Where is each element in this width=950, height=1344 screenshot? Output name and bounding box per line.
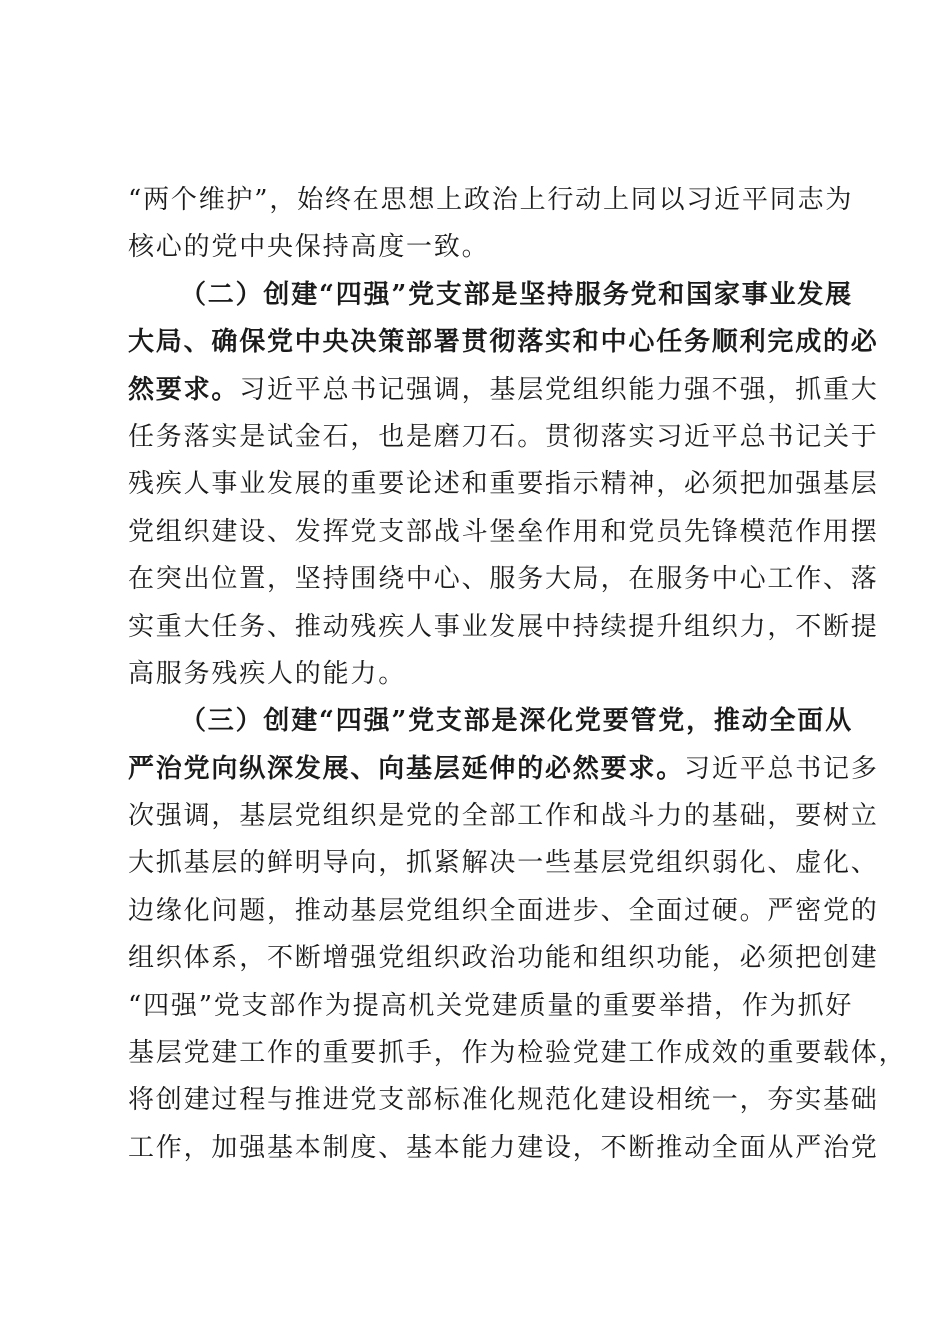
- text-line: [128, 319, 879, 366]
- body-text: 边缘化问题，推动基层党组织全面进步、全面过硬。严密党的: [128, 895, 879, 926]
- paragraph: [128, 698, 907, 1172]
- body-text: 习近平总书记强调，基层党组织能力强不强，抓重大: [239, 374, 879, 405]
- text-line: [128, 935, 879, 982]
- text-line: [128, 509, 879, 556]
- text-line: [128, 1030, 907, 1077]
- text-line: [128, 1077, 879, 1124]
- text-line: [128, 793, 879, 840]
- text-line: [128, 983, 854, 1030]
- text-line: [128, 414, 879, 461]
- body-text: “四强”党支部作为提高机关党建质量的重要举措，作为抓好: [128, 990, 854, 1021]
- text-line: [128, 224, 830, 271]
- text-line: [128, 746, 879, 793]
- body-text: 组织体系，不断增强党组织政治功能和组织功能，必须把创建: [128, 943, 879, 974]
- text-line: [128, 177, 854, 224]
- heading-text: （三）创建“四强”党支部是深化党要管党，推动全面从: [180, 706, 853, 737]
- heading-text: 大局、确保党中央决策部署贯彻落实和中心任务顺利完成的必: [128, 327, 879, 358]
- text-line: [128, 367, 879, 414]
- heading-text: （二）创建“四强”党支部是坚持服务党和国家事业发展: [180, 279, 853, 310]
- document-body: [128, 177, 907, 1172]
- body-text: 大抓基层的鲜明导向，抓紧解决一些基层党组织弱化、虚化、: [128, 848, 879, 879]
- text-line: [128, 556, 879, 603]
- body-text: 党组织建设、发挥党支部战斗堡垒作用和党员先锋模范作用摆: [128, 516, 879, 547]
- body-text: “两个维护”，始终在思想上政治上行动上同以习近平同志为: [128, 185, 854, 215]
- body-text: 基层党建工作的重要抓手，作为检验党建工作成效的重要载体，: [128, 1038, 907, 1069]
- text-line: [128, 651, 830, 698]
- body-text: 将创建过程与推进党支部标准化规范化建设相统一，夯实基础: [128, 1085, 879, 1116]
- body-text: 核心的党中央保持高度一致。: [128, 232, 490, 263]
- body-text: 工作，加强基本制度、基本能力建设，不断推动全面从严治党: [128, 1132, 879, 1163]
- text-line: [128, 272, 853, 319]
- body-text: 在突出位置，坚持围绕中心、服务大局，在服务中心工作、落: [128, 564, 879, 595]
- paragraph: [128, 272, 879, 699]
- text-line: [128, 604, 879, 651]
- body-text: 习近平总书记多: [684, 753, 879, 784]
- body-text: 实重大任务、推动残疾人事业发展中持续提升组织力，不断提: [128, 611, 879, 642]
- heading-text: 然要求。: [128, 374, 240, 405]
- paragraph: [128, 177, 854, 272]
- text-line: [128, 888, 879, 935]
- body-text: 高服务残疾人的能力。: [128, 658, 407, 689]
- heading-text: 严治党向纵深发展、向基层延伸的必然要求。: [128, 753, 685, 784]
- body-text: 残疾人事业发展的重要论述和重要指示精神，必须把加强基层: [128, 469, 879, 500]
- text-line: [128, 1125, 879, 1172]
- body-text: 次强调，基层党组织是党的全部工作和战斗力的基础，要树立: [128, 801, 879, 832]
- text-line: [128, 840, 879, 887]
- text-line: [128, 461, 879, 508]
- body-text: 任务落实是试金石，也是磨刀石。贯彻落实习近平总书记关于: [128, 421, 879, 452]
- text-line: [128, 698, 853, 745]
